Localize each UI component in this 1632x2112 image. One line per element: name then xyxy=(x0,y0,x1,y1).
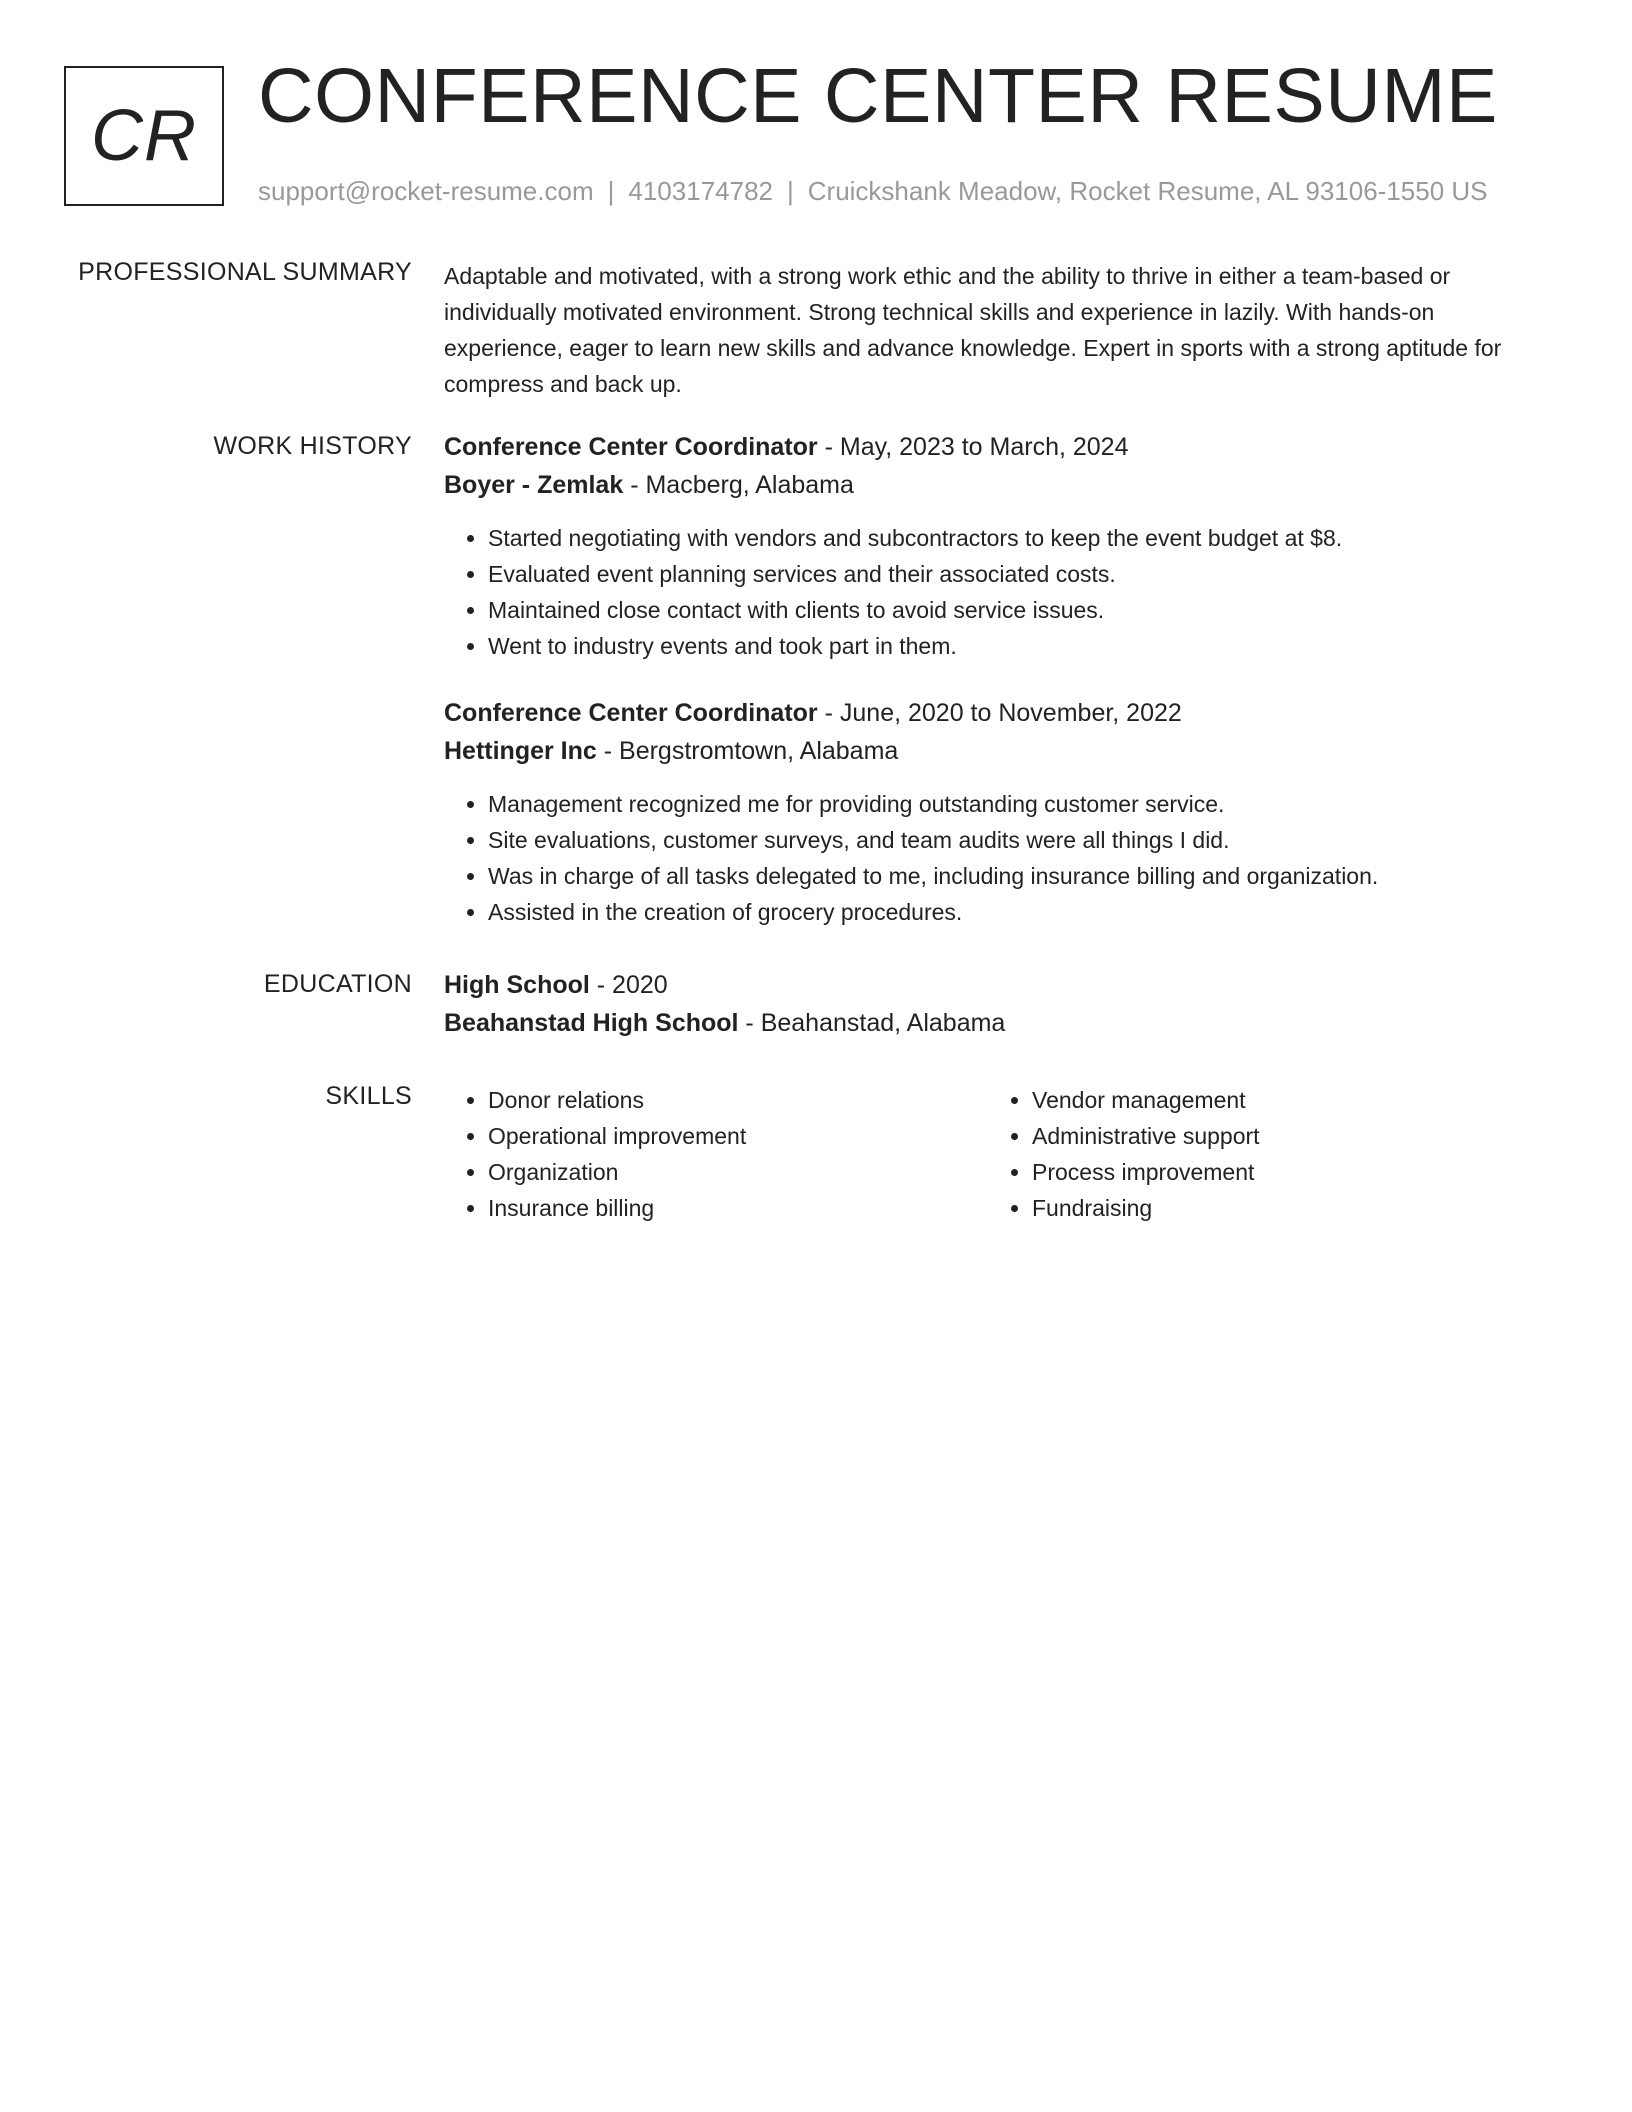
job-title-line xyxy=(444,428,1544,466)
skill-item: • Vendor management xyxy=(1032,1082,1532,1118)
skill-item: • Operational improvement xyxy=(488,1118,988,1154)
job-bullets xyxy=(444,520,1544,664)
skill-item: • Fundraising xyxy=(1032,1190,1532,1226)
skills-heading: SKILLS xyxy=(325,1082,412,1110)
job-bullet: • Was in charge of all tasks delegated to me, including insurance billing and organization. xyxy=(488,858,1544,894)
job-dates: - June, 2020 to November, 2022 xyxy=(817,699,1182,727)
education-school: Beahanstad High School xyxy=(444,1009,739,1037)
skills-list-right xyxy=(988,1082,1532,1226)
education-heading: EDUCATION xyxy=(263,970,412,998)
skill-item: • Donor relations xyxy=(488,1082,988,1118)
job-entry xyxy=(444,428,1544,664)
resume-title: CONFERENCE CENTER RESUME xyxy=(258,53,1498,139)
monogram-logo xyxy=(64,66,224,206)
job-title-line xyxy=(444,694,1544,732)
job-title: Conference Center Coordinator xyxy=(444,699,818,727)
skills-list-left xyxy=(444,1082,988,1226)
job-bullet: • Assisted in the creation of grocery procedures. xyxy=(488,894,1544,930)
skill-item: • Organization xyxy=(488,1154,988,1190)
education-body xyxy=(444,966,1544,1042)
job-company: Hettinger Inc xyxy=(444,737,597,765)
contact-separator: | xyxy=(607,176,615,206)
education-degree: High School xyxy=(444,971,590,999)
skills-columns xyxy=(444,1082,1544,1226)
contact-line xyxy=(258,176,1488,207)
job-bullet: • Maintained close contact with clients to avoid service issues. xyxy=(488,592,1544,628)
summary-heading: PROFESSIONAL SUMMARY xyxy=(78,258,412,286)
summary-text: Adaptable and motivated, with a strong work ethic and the ability to thrive in either a team-based or individually motivated environment. Strong technical skills and experience in lazily. With hands-on experience, eager to learn new skills and advance knowledge. Expert in sports with a strong aptitude for compress and back up. xyxy=(444,263,1502,397)
monogram-text: CR xyxy=(91,96,197,176)
contact-address: Cruickshank Meadow, Rocket Resume, AL 93106-1550 US xyxy=(807,176,1488,206)
job-org-line xyxy=(444,732,1544,770)
summary-body xyxy=(444,258,1544,402)
job-bullet: • Site evaluations, customer surveys, and team audits were all things I did. xyxy=(488,822,1544,858)
work-history-heading: WORK HISTORY xyxy=(213,432,412,460)
job-entry xyxy=(444,694,1544,930)
contact-phone[interactable]: 4103174782 xyxy=(628,176,773,206)
job-bullets xyxy=(444,786,1544,930)
job-bullet: • Started negotiating with vendors and subcontractors to keep the event budget at $8. xyxy=(488,520,1544,556)
job-bullet: • Went to industry events and took part in them. xyxy=(488,628,1544,664)
contact-email[interactable]: support@rocket-resume.com xyxy=(258,176,594,206)
job-location: - Bergstromtown, Alabama xyxy=(596,737,899,765)
education-location: - Beahanstad, Alabama xyxy=(738,1009,1006,1037)
job-company: Boyer - Zemlak xyxy=(444,471,624,499)
job-location: - Macberg, Alabama xyxy=(623,471,854,499)
job-dates: - May, 2023 to March, 2024 xyxy=(817,433,1129,461)
work-history-body xyxy=(444,428,1544,930)
education-school-line xyxy=(444,1004,1544,1042)
skill-item: • Insurance billing xyxy=(488,1190,988,1226)
skill-item: • Process improvement xyxy=(1032,1154,1532,1190)
skill-item: • Administrative support xyxy=(1032,1118,1532,1154)
job-bullet: • Management recognized me for providing outstanding customer service. xyxy=(488,786,1544,822)
job-bullet: • Evaluated event planning services and their associated costs. xyxy=(488,556,1544,592)
contact-separator: | xyxy=(787,176,794,206)
job-org-line xyxy=(444,466,1544,504)
education-degree-line xyxy=(444,966,1544,1004)
education-year: - 2020 xyxy=(589,971,668,999)
skills-body xyxy=(444,1082,1544,1226)
job-title: Conference Center Coordinator xyxy=(444,433,818,461)
